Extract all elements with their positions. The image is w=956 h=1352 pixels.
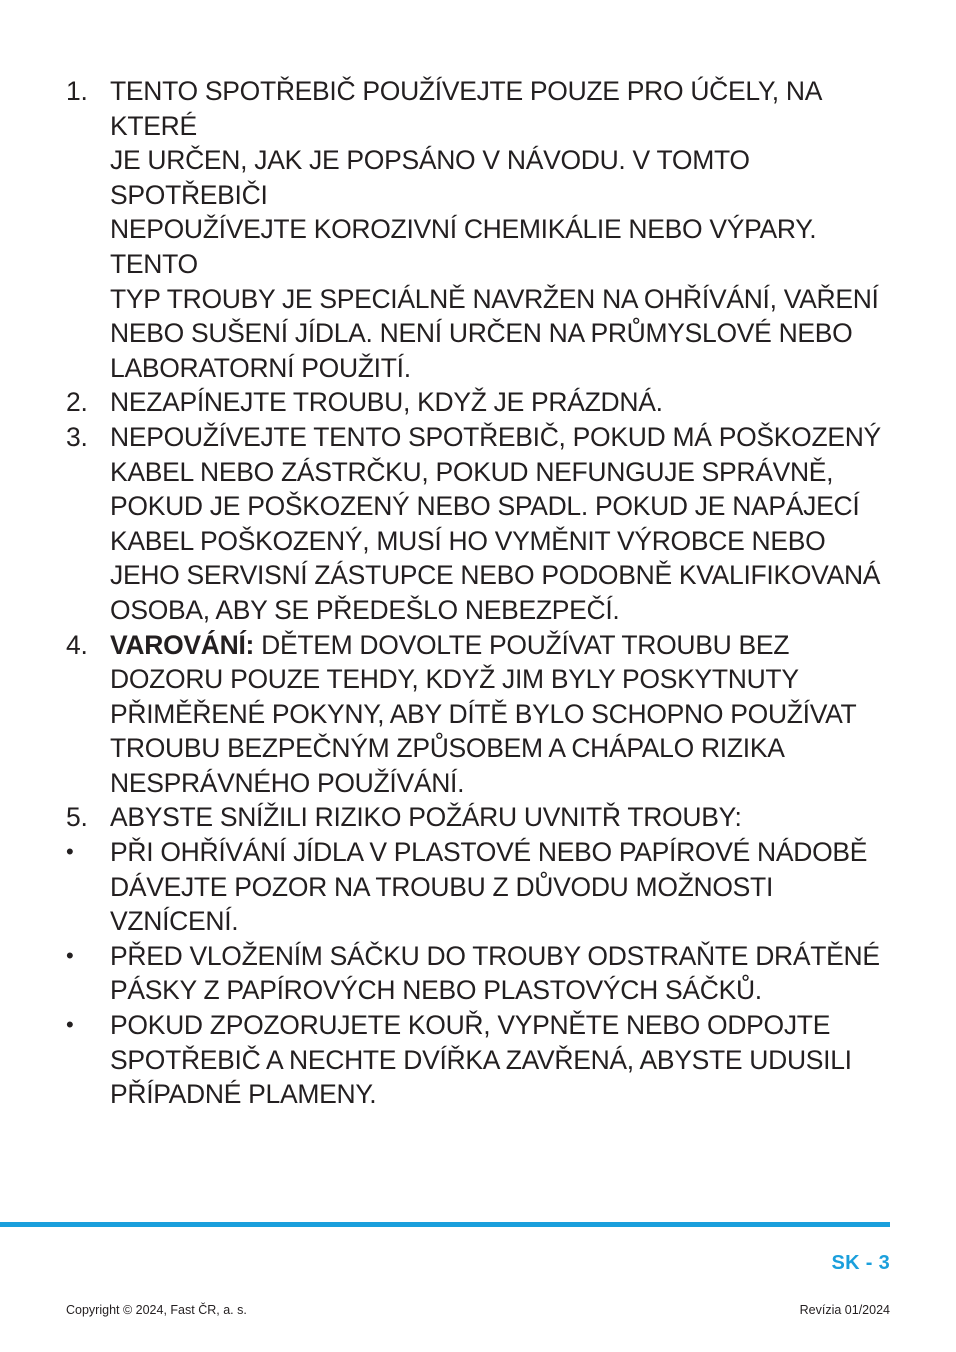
copyright-text: Copyright © 2024, Fast ČR, a. s. bbox=[66, 1303, 247, 1317]
list-item bbox=[66, 1008, 896, 1112]
instructions-list bbox=[66, 74, 896, 1112]
page-number: SK - 3 bbox=[831, 1252, 890, 1274]
list-number: 5. bbox=[66, 802, 88, 833]
instruction-text: NEPOUŽÍVEJTE TENTO SPOTŘEBIČ, POKUD MÁ POŠKOZENÝ KABEL NEBO ZÁSTRČKU, POKUD NEFUNGUJE SPRÁVNĚ, POKUD JE POŠKOZENÝ NEBO SPADL. POKUD JE NAPÁJECÍ KABEL POŠKOZENÝ, MUSÍ HO VYMĚNIT VÝROBCE NEBO JEHO SERVISNÍ ZÁSTUPCE NEBO PODOBNĚ KVALIFIKOVANÁ OSOBA, ABY SE PŘEDEŠLO NEBEZPEČÍ. bbox=[110, 421, 881, 625]
instruction-text: PŘED VLOŽENÍM SÁČKU DO TROUBY ODSTRAŇTE DRÁTĚNÉ PÁSKY Z PAPÍROVÝCH NEBO PLASTOVÝCH SÁČKŮ. bbox=[110, 940, 880, 1006]
instruction-text: POKUD ZPOZORUJETE KOUŘ, VYPNĚTE NEBO ODPOJTE SPOTŘEBIČ A NECHTE DVÍŘKA ZAVŘENÁ, ABYSTE UDUSILI PŘÍPADNÉ PLAMENY. bbox=[110, 1010, 852, 1110]
instruction-text: PŘI OHŘÍVÁNÍ JÍDLA V PLASTOVÉ NEBO PAPÍROVÉ NÁDOBĚ DÁVEJTE POZOR NA TROUBU Z DŮVODU MOŽNOSTI VZNÍCENÍ. bbox=[110, 837, 868, 937]
instruction-text: TENTO SPOTŘEBIČ POUŽÍVEJTE POUZE PRO ÚČELY, NA KTERÉ JE URČEN, JAK JE POPSÁNO V NÁVODU. V TOMTO SPOTŘEBIČI NEPOUŽÍVEJTE KOROZIVNÍ CHEMIKÁLIE NEBO VÝPARY. TENTO TYP TROUBY JE SPECIÁLNĚ NAVRŽEN NA OHŘÍVÁNÍ, VAŘENÍ NEBO SUŠENÍ JÍDLA. NENÍ URČEN NA PRŮMYSLOVÉ NEBO LABORATORNÍ POUŽITÍ. bbox=[110, 76, 879, 383]
bullet-icon: • bbox=[66, 942, 74, 968]
list-number: 4. bbox=[66, 629, 88, 660]
bullet-icon: • bbox=[66, 1012, 74, 1038]
list-item bbox=[66, 835, 896, 939]
list-item bbox=[66, 800, 896, 835]
list-number: 3. bbox=[66, 421, 88, 452]
list-item bbox=[66, 939, 896, 1008]
warning-label: VAROVÁNÍ: bbox=[110, 629, 255, 660]
list-item bbox=[66, 628, 896, 801]
revision-text: Revízia 01/2024 bbox=[799, 1303, 890, 1317]
instruction-text: NEZAPÍNEJTE TROUBU, KDYŽ JE PRÁZDNÁ. bbox=[110, 387, 663, 418]
instruction-text bbox=[110, 628, 896, 801]
list-item bbox=[66, 385, 896, 420]
list-number: 2. bbox=[66, 387, 88, 418]
list-item bbox=[66, 74, 896, 385]
list-number: 1. bbox=[66, 76, 88, 106]
instruction-text: ABYSTE SNÍŽILI RIZIKO POŽÁRU UVNITŘ TROUBY: bbox=[110, 802, 742, 833]
warning-text: DĚTEM DOVOLTE POUŽÍVAT TROUBU BEZ DOZORU POUZE TEHDY, KDYŽ JIM BYLY POSKYTNUTY PŘIMĚŘENÉ POKYNY, ABY DÍTĚ BYLO SCHOPNO POUŽÍVAT TROUBU BEZPEČNÝM ZPŮSOBEM A CHÁPALO RIZIKA NESPRÁVNÉHO POUŽÍVÁNÍ. bbox=[110, 629, 857, 798]
list-item bbox=[66, 420, 896, 628]
bullet-icon: • bbox=[66, 839, 74, 865]
footer-divider bbox=[0, 1222, 890, 1227]
